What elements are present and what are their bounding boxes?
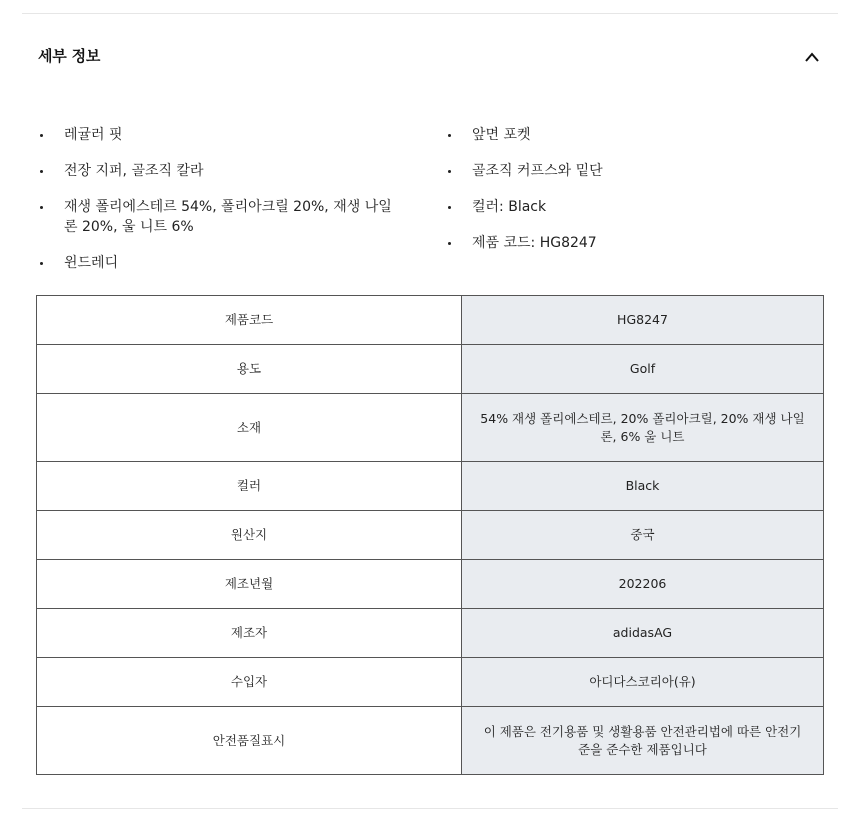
spec-value: Golf [462, 345, 824, 394]
spec-value: Black [462, 462, 824, 511]
spec-label: 용도 [37, 345, 462, 394]
top-divider [22, 13, 838, 14]
spec-label: 수입자 [37, 658, 462, 707]
list-item: 앞면 포켓 [446, 125, 806, 145]
table-row [37, 560, 824, 609]
table-row [37, 462, 824, 511]
spec-value: 202206 [462, 560, 824, 609]
table-row [37, 345, 824, 394]
spec-value: 아디다스코리아(유) [462, 658, 824, 707]
list-item: 제품 코드: HG8247 [446, 233, 806, 253]
table-row [37, 511, 824, 560]
spec-value: 54% 재생 폴리에스테르, 20% 폴리아크릴, 20% 재생 나일론, 6% 울 니트 [462, 394, 824, 462]
spec-value: adidasAG [462, 609, 824, 658]
spec-label: 컬러 [37, 462, 462, 511]
spec-label: 원산지 [37, 511, 462, 560]
table-row [37, 394, 824, 462]
spec-label: 제조자 [37, 609, 462, 658]
list-item: 골조직 커프스와 밑단 [446, 161, 806, 181]
table-row [37, 296, 824, 345]
feature-list-right [446, 125, 806, 269]
details-accordion-header[interactable] [22, 30, 838, 78]
spec-value: 중국 [462, 511, 824, 560]
list-item: 레귤러 핏 [38, 125, 398, 145]
product-spec-table [36, 295, 824, 775]
spec-label: 안전품질표시 [37, 707, 462, 775]
spec-value: HG8247 [462, 296, 824, 345]
chevron-up-icon[interactable] [804, 48, 820, 60]
feature-list-left [38, 125, 398, 289]
section-title: 세부 정보 [38, 47, 101, 65]
spec-label: 제품코드 [37, 296, 462, 345]
list-item: 컬러: Black [446, 197, 806, 217]
spec-label: 소재 [37, 394, 462, 462]
bottom-divider [22, 808, 838, 809]
table-row [37, 609, 824, 658]
list-item: 윈드레디 [38, 253, 398, 273]
table-row [37, 707, 824, 775]
list-item: 전장 지퍼, 골조직 칼라 [38, 161, 398, 181]
spec-value: 이 제품은 전기용품 및 생활용품 안전관리법에 따른 안전기준을 준수한 제품입니다 [462, 707, 824, 775]
spec-label: 제조년월 [37, 560, 462, 609]
table-row [37, 658, 824, 707]
list-item: 재생 폴리에스테르 54%, 폴리아크릴 20%, 재생 나일론 20%, 울 니트 6% [38, 197, 398, 237]
